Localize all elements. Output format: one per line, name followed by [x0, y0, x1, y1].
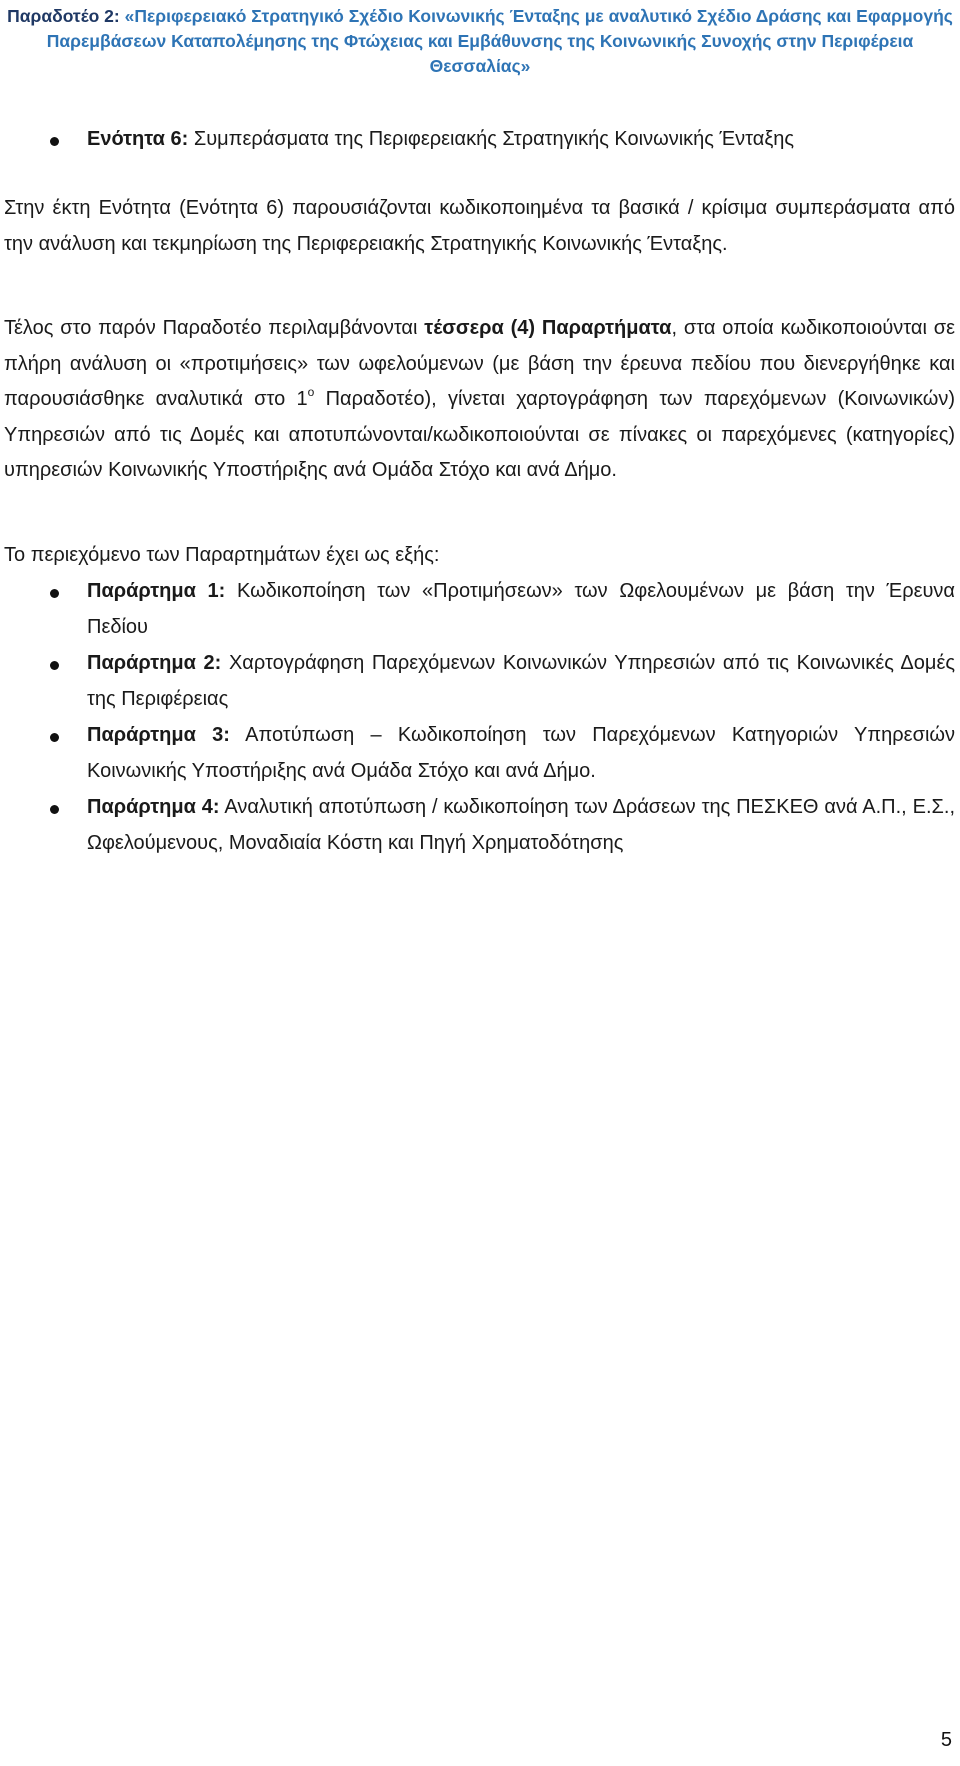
bullet-icon: [50, 805, 59, 814]
deliverable-label: Παραδοτέο 2:: [7, 6, 125, 26]
appendix-text: Αναλυτική αποτύπωση / κωδικοποίηση των Δράσεων της ΠΕΣΚΕΘ ανά Α.Π., Ε.Σ., Ωφελούμενους, Μοναδιαία Κόστη και Πηγή Χρηματοδότησης: [87, 796, 955, 854]
appendix-text: Αποτύπωση – Κωδικοποίηση των Παρεχόμενων Κατηγοριών Υπηρεσιών Κοινωνικής Υποστήριξης ανά Ομάδα Στόχο και ανά Δήμο.: [87, 724, 955, 782]
appendix-label: Παράρτημα 1:: [87, 580, 226, 602]
paragraph-text: , στα οποία κωδικοποιούνται σε πλήρη ανάλυση οι «προτιμήσεις» των ωφελούμενων (με βάση την έρευνα πεδίου που διενεργήθηκε και παρουσιάσθηκε αναλυτικά στο 1: [4, 317, 956, 410]
section-number: Ενότητα 6:: [87, 128, 189, 150]
appendices-intro: Το περιεχόμενο των Παραρτημάτων έχει ως εξής:: [4, 544, 440, 566]
bullet-icon: [50, 137, 59, 146]
document-header: [0, 4, 960, 79]
paragraph-text: Παραδοτέο), γίνεται χαρτογράφηση των παρεχόμενων (Κοινωνικών) Υπηρεσιών από τις Δομές και αποτυπώνονται/κωδικοποιούνται σε πίνακες οι παρεχόμενες (κατηγορίες) υπηρεσιών Κοινωνικής Υποστήριξης ανά Ομάδα Στόχο και ανά Δήμο.: [4, 388, 956, 481]
paragraph-intro: Στην έκτη Ενότητα (Ενότητα 6) παρουσιάζονται κωδικοποιημένα τα βασικά / κρίσιμα συμπεράσματα από την ανάλυση και τεκμηρίωση της Περιφερειακής Στρατηγικής Κοινωνικής Ένταξης.: [4, 197, 955, 255]
paragraph-text: Τέλος στο παρόν Παραδοτέο περιλαμβάνονται: [4, 317, 425, 339]
ordinal-superscript: ο: [307, 385, 315, 399]
deliverable-title: «Περιφερειακό Στρατηγικό Σχέδιο Κοινωνικής Ένταξης με αναλυτικό Σχέδιο Δράσης και Εφαρμογής Παρεμβάσεων Καταπολέμησης της Φτώχειας και Εμβάθυνσης της Κοινωνικής Συνοχής στην Περιφέρεια Θεσσαλίας»: [46, 6, 953, 76]
paragraph-appendices-description: [4, 311, 955, 489]
appendix-text: Χαρτογράφηση Παρεχόμενων Κοινωνικών Υπηρεσιών από τις Κοινωνικές Δομές της Περιφέρειας: [87, 652, 955, 710]
bullet-icon: [50, 733, 59, 742]
bullet-icon: [50, 589, 59, 598]
section-title: Συμπεράσματα της Περιφερειακής Στρατηγικής Κοινωνικής Ένταξης: [188, 128, 795, 150]
page-number: 5: [940, 1729, 952, 1751]
appendix-label: Παράρτημα 4:: [87, 796, 220, 818]
appendix-text: Κωδικοποίηση των «Προτιμήσεων» των Ωφελουμένων με βάση την Έρευνα Πεδίου: [87, 580, 955, 638]
appendix-label: Παράρτημα 3:: [87, 724, 230, 746]
appendices-count: τέσσερα (4) Παραρτήματα: [424, 317, 672, 339]
bullet-icon: [50, 661, 59, 670]
appendix-label: Παράρτημα 2:: [87, 652, 222, 674]
